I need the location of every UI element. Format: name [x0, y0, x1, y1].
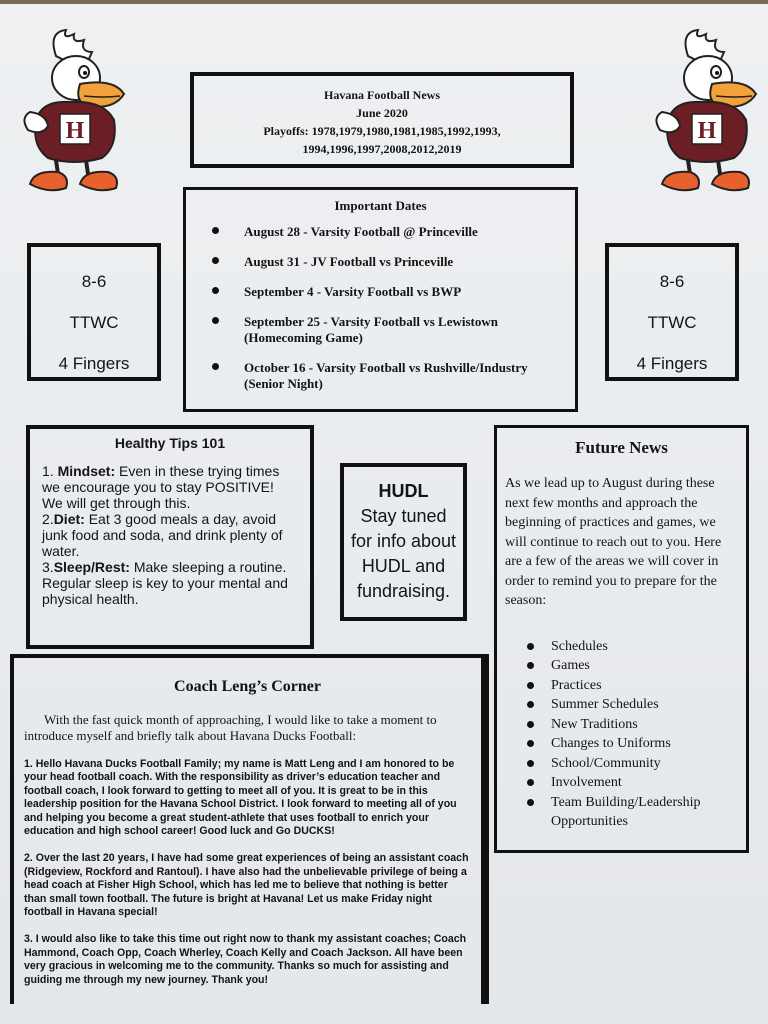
mascot-letter: H [65, 118, 85, 144]
newsletter-date: June 2020 [356, 106, 408, 120]
bullet-icon [212, 227, 219, 234]
bullet-icon [527, 740, 534, 747]
date-item: August 28 - Varsity Football @ Princeville [206, 224, 567, 240]
playoffs-line-1: Playoffs: 1978,1979,1980,1981,1985,1992,1993, [263, 124, 501, 138]
bullet-icon [527, 760, 534, 767]
list-item: Summer Schedules [505, 695, 738, 715]
coach-corner-box [10, 654, 489, 1004]
list-item: Changes to Uniforms [505, 734, 738, 754]
mascot-letter: H [697, 118, 717, 144]
important-dates-list [186, 224, 575, 392]
ttwc-text: TTWC [69, 313, 119, 332]
hudl-line: Stay tuned [360, 506, 447, 526]
list-item: New Traditions [505, 715, 738, 735]
date-item: September 25 - Varsity Football vs Lewistown (Homecoming Game) [206, 314, 567, 346]
record-text: 8-6 [659, 272, 685, 291]
tip-heading: Sleep/Rest: [53, 559, 130, 575]
bullet-icon [212, 317, 219, 324]
coach-corner-title: Coach Leng’s Corner [174, 678, 321, 695]
healthy-tips-title: Healthy Tips 101 [114, 435, 226, 451]
bullet-icon [212, 287, 219, 294]
bullet-icon [527, 779, 534, 786]
newsletter-title: Havana Football News [323, 88, 440, 102]
future-news-title: Future News [575, 438, 668, 457]
newsletter-header [190, 72, 574, 168]
hudl-box [340, 463, 467, 621]
coach-point-1: 1. Hello Havana Ducks Football Family; my name is Matt Leng and I am honored to be your head football coach. With the responsibility as driver’s education teacher and football coach, I look forward to getting to meet all of you. It is great to be in this leadership position for the Havana School District. I look forward to meeting all of you and helping you become a great student-athlete that uses football to enrich your education and high school career! Good luck and Go DUCKS! [24, 758, 457, 838]
list-item: Schedules [505, 637, 738, 657]
list-item: Involvement [505, 773, 738, 793]
duck-mascot-right [650, 26, 760, 196]
motto-box-right [605, 243, 739, 381]
hudl-line: fundraising. [356, 581, 451, 601]
four-fingers-text: 4 Fingers [58, 354, 130, 373]
list-item: Team Building/Leadership Opportunities [505, 793, 738, 832]
important-dates-box [183, 187, 578, 412]
date-item: September 4 - Varsity Football vs BWP [206, 284, 567, 300]
tip-heading: Diet: [53, 511, 85, 527]
bullet-icon [212, 363, 219, 370]
bullet-icon [527, 799, 534, 806]
record-text: 8-6 [81, 272, 107, 291]
list-item: Practices [505, 676, 738, 696]
list-item: School/Community [505, 754, 738, 774]
duck-mascot-left [18, 26, 128, 196]
date-item: October 16 - Varsity Football vs Rushville/Industry (Senior Night) [206, 360, 567, 392]
hudl-title: HUDL [378, 481, 429, 501]
ttwc-text: TTWC [647, 313, 697, 332]
list-item: Games [505, 656, 738, 676]
future-news-body: As we lead up to August during these next few months and approach the beginning of practices and games, we will continue to reach out to you. Here are a few of the areas we will cover in order to remind you to prepare for the season: [505, 476, 722, 608]
healthy-tips-body: 1. Mindset: Even in these trying times we encourage you to stay POSITIVE! We will get through this. 2.Diet: Eat 3 good meals a day, avoid junk food and soda, and drink plenty of water. 3.Sleep/Rest: Make sleeping a routine. Regular sleep is key to your mental and physical health. [42, 463, 288, 607]
coach-point-3: 3. I would also like to take this time out right now to thank my assistant coaches; Coach Hammond, Coach Opp, Coach Wherley, Coach Kelly and Coach Jackson. All have been very gracious in welcoming me to the community. Thanks so much for assisting and guiding me through my new journey. Thank you! [24, 933, 467, 986]
bullet-icon [527, 721, 534, 728]
bullet-icon [527, 682, 534, 689]
coach-point-2: 2. Over the last 20 years, I have had some great experiences of being an assistant coach (Ridgeview, Rockford and Rantoul). I have also had the unbelievable privilege of being a head coach at Fisher High School, which has led me to believe that nothing is better than small town football. The future is bright at Havana! Let us make Friday night football in Havana special! [24, 852, 469, 919]
bullet-icon [527, 701, 534, 708]
bullet-icon [527, 662, 534, 669]
healthy-tips-box [26, 425, 314, 649]
hudl-line: HUDL and [361, 556, 446, 576]
four-fingers-text: 4 Fingers [636, 354, 708, 373]
future-news-box [494, 425, 749, 853]
coach-intro: With the fast quick month of approaching, I would like to take a moment to introduce myself and briefly talk about Havana Ducks Football: [24, 712, 437, 743]
playoffs-line-2: 1994,1996,1997,2008,2012,2019 [302, 142, 462, 156]
important-dates-title: Important Dates [334, 198, 427, 213]
hudl-line: for info about [350, 531, 457, 551]
motto-box-left [27, 243, 161, 381]
bullet-icon [527, 643, 534, 650]
tip-heading: Mindset: [57, 463, 116, 479]
date-item: August 31 - JV Football vs Princeville [206, 254, 567, 270]
future-news-list [505, 637, 738, 832]
bullet-icon [212, 257, 219, 264]
